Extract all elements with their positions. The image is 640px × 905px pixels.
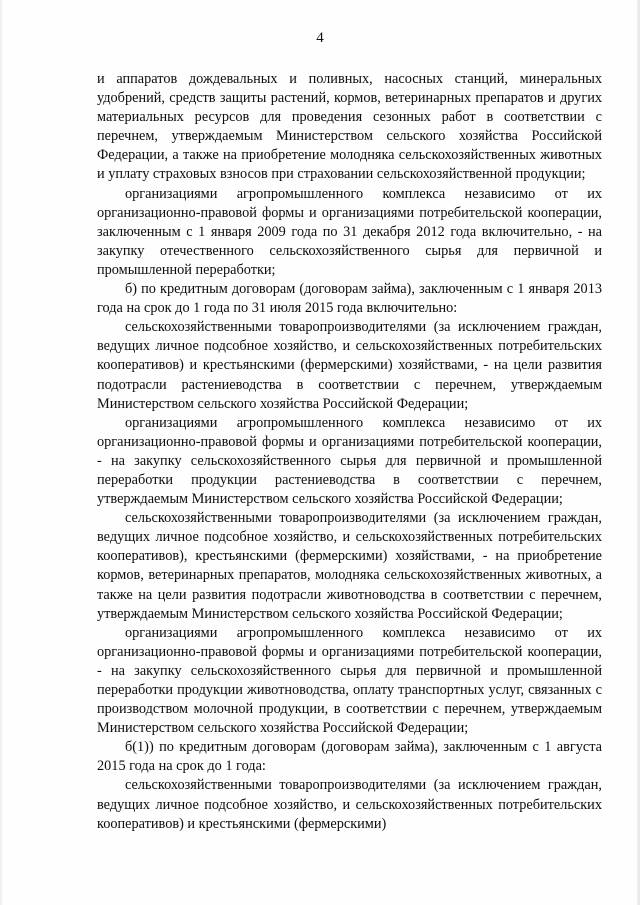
paragraph-producers-2015: сельскохозяйственными товаропроизводителями (за исключением граждан, ведущих личное подсобное хозяйство, и сельскохозяйственных потребительских кооперативов) и крестьянскими (фермерскими)	[97, 777, 602, 832]
paragraph-item-b: б) по кредитным договорам (договорам займа), заключенным с 1 января 2013 года на срок до 1 года по 31 июля 2015 года включительно:	[97, 281, 602, 317]
scan-edge-left	[0, 0, 2, 905]
paragraph-producers-livestock: сельскохозяйственными товаропроизводителями (за исключением граждан, ведущих личное подсобное хозяйство, и сельскохозяйственных потребительских кооперативов), крестьянскими (фермерскими) хозяйствами, - на приобретение кормов, ветеринарных препаратов, молодняка сельскохозяйственных животных, а также на цели развития подотрасли животноводства в соответствии с перечнем, утверждаемым Министерством сельского хозяйства Российской Федерации;	[97, 510, 602, 622]
page-number: 4	[316, 30, 324, 46]
body-text	[97, 70, 602, 834]
paragraph-agro-organizations-2009: организациями агропромышленного комплекса независимо от их организационно-правовой формы и организациями потребительской кооперации, заключенным с 1 января 2009 года по 31 декабря 2012 года включительно, - на закупку отечественного сельскохозяйственного сырья для первичной и промышленной переработки;	[97, 185, 602, 278]
paragraph-agro-organizations-livestock: организациями агропромышленного комплекса независимо от их организационно-правовой формы и организациями потребительской кооперации, - на закупку сельскохозяйственного сырья для первичной и промышленной переработки продукции животноводства, оплату транспортных услуг, связанных с производством молочной продукции, в соответствии с перечнем, утверждаемым Министерством сельского хозяйства Российской Федерации;	[97, 624, 602, 737]
paragraph-continuation: и аппаратов дождевальных и поливных, насосных станций, минеральных удобрений, средств защиты растений, кормов, ветеринарных препаратов и других материальных ресурсов для проведения сезонных работ в соответствии с перечнем, утверждаемым Министерством сельского хозяйства Российской Федерации, а также на приобретение молодняка сельскохозяйственных животных и уплату страховых взносов при страховании сельскохозяйственной продукции;	[97, 71, 602, 183]
paragraph-agro-organizations-crop: организациями агропромышленного комплекса независимо от их организационно-правовой формы и организациями потребительской кооперации, - на закупку сельскохозяйственного сырья для первичной и промышленной переработки продукции растениеводства в соответствии с перечнем, утверждаемым Министерством сельского хозяйства Российской Федерации;	[97, 414, 602, 508]
paragraph-producers-crop: сельскохозяйственными товаропроизводителями (за исключением граждан, ведущих личное подсобное хозяйство, и сельскохозяйственных потребительских кооперативов) и крестьянскими (фермерскими) хозяйствами, - на цели развития подотрасли растениеводства в соответствии с перечнем, утверждаемым Министерством сельского хозяйства Российской Федерации;	[97, 319, 602, 412]
paragraph-item-b1: б(1)) по кредитным договорам (договорам займа), заключенным с 1 августа 2015 года на срок до 1 года:	[97, 739, 602, 775]
